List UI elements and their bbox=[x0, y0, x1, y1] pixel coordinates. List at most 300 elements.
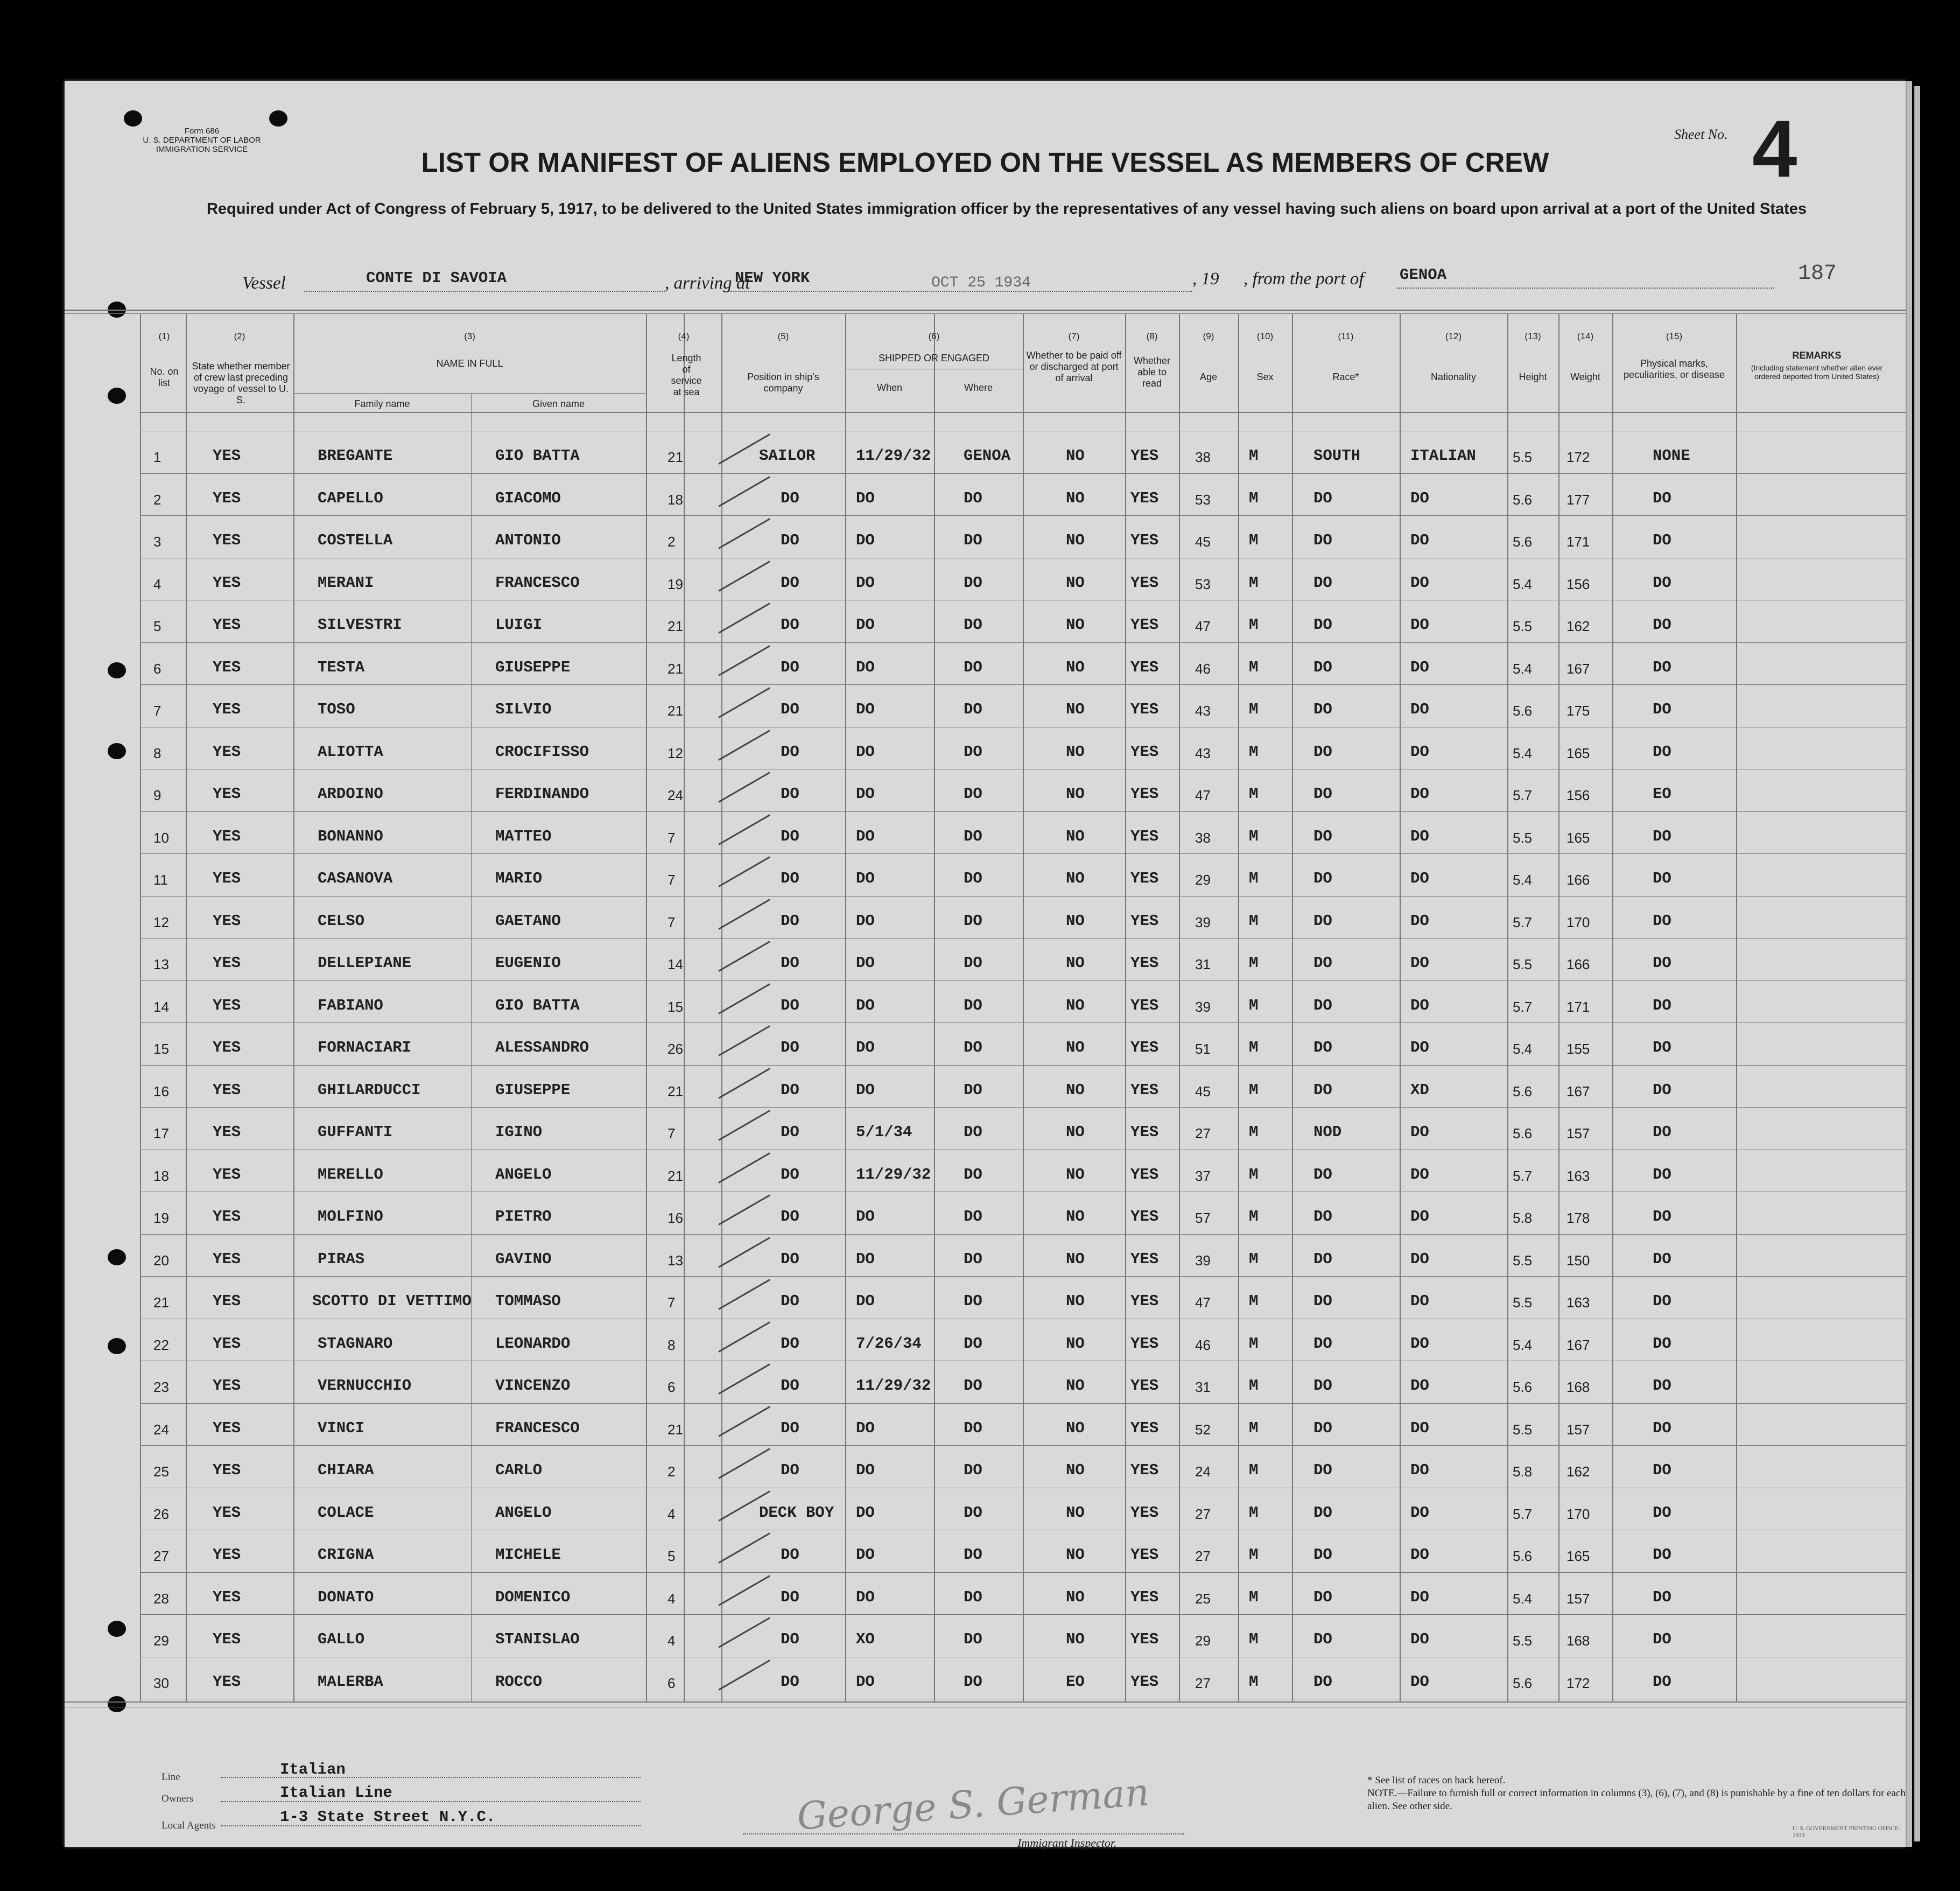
physical-marks-cell: DO bbox=[1653, 658, 1671, 676]
paid-off-cell: NO bbox=[1066, 573, 1085, 592]
weight-cell: 163 bbox=[1566, 1294, 1590, 1311]
previous-voyage-cell: YES bbox=[213, 954, 241, 972]
weight-cell: 167 bbox=[1566, 660, 1590, 677]
race-cell: SOUTH bbox=[1313, 447, 1361, 465]
paid-off-cell: NO bbox=[1066, 489, 1085, 507]
race-cell: DO bbox=[1313, 531, 1332, 549]
previous-voyage-cell: YES bbox=[213, 996, 241, 1014]
previous-voyage-cell: YES bbox=[213, 447, 241, 465]
service-length-cell: 26 bbox=[668, 1041, 683, 1057]
row-number: 12 bbox=[153, 914, 169, 930]
row-number: 26 bbox=[153, 1505, 169, 1522]
col-header-prev-voyage: State whether member of crew last preceding voyage of vessel to U. S. bbox=[192, 361, 290, 405]
paid-off-cell: NO bbox=[1066, 870, 1085, 887]
age-cell: 27 bbox=[1195, 1125, 1211, 1141]
weight-cell: 171 bbox=[1566, 998, 1590, 1015]
table-row bbox=[65, 1081, 1906, 1122]
shipped-where-cell: DO bbox=[964, 870, 982, 887]
service-length-cell: 21 bbox=[668, 1421, 683, 1438]
date-stamp: OCT 25 1934 bbox=[931, 275, 1031, 291]
able-to-read-cell: YES bbox=[1130, 1334, 1159, 1353]
physical-marks-cell: DO bbox=[1653, 489, 1671, 507]
given-name-cell: VINCENZO bbox=[495, 1377, 571, 1395]
service-length-cell: 6 bbox=[668, 1379, 676, 1395]
shipped-where-cell: DO bbox=[964, 1039, 982, 1056]
position-cell: DO bbox=[781, 1546, 799, 1564]
weight-cell: 167 bbox=[1566, 1336, 1590, 1353]
sex-cell: M bbox=[1249, 954, 1259, 972]
position-cell: DO bbox=[781, 1377, 799, 1395]
family-name-cell: VERNUCCHIO bbox=[318, 1377, 412, 1395]
shipped-when-cell: DO bbox=[856, 1546, 875, 1564]
given-name-cell: EUGENIO bbox=[495, 954, 561, 972]
paid-off-cell: NO bbox=[1066, 1503, 1085, 1522]
physical-marks-cell: DO bbox=[1653, 616, 1671, 634]
col-num: (14) bbox=[1577, 331, 1594, 341]
table-row bbox=[65, 1166, 1906, 1207]
paid-off-cell: NO bbox=[1066, 1165, 1085, 1183]
shipped-when-cell: DO bbox=[856, 785, 875, 803]
form-number: Form 686 bbox=[184, 127, 220, 136]
nationality-cell: DO bbox=[1410, 1503, 1429, 1522]
table-row bbox=[65, 1208, 1906, 1249]
col-header-physical-marks: Physical marks, peculiarities, or disease bbox=[1623, 358, 1725, 380]
table-row bbox=[65, 743, 1906, 784]
table-row bbox=[65, 701, 1906, 741]
agents-value: 1-3 State Street N.Y.C. bbox=[280, 1808, 496, 1826]
shipped-when-cell: DO bbox=[856, 1672, 875, 1691]
position-cell: DO bbox=[781, 658, 799, 676]
physical-marks-cell: NONE bbox=[1653, 447, 1690, 465]
shipped-where-cell: DO bbox=[964, 1503, 982, 1522]
age-cell: 27 bbox=[1195, 1675, 1211, 1691]
able-to-read-cell: YES bbox=[1130, 489, 1159, 507]
age-cell: 47 bbox=[1195, 1294, 1211, 1311]
paid-off-cell: NO bbox=[1066, 658, 1085, 676]
previous-voyage-cell: YES bbox=[213, 1039, 241, 1056]
height-cell: 5.7 bbox=[1513, 1167, 1533, 1184]
col-num: (8) bbox=[1146, 331, 1158, 341]
position-cell: DO bbox=[781, 1630, 799, 1648]
previous-voyage-cell: YES bbox=[213, 1546, 241, 1564]
paid-off-cell: NO bbox=[1066, 827, 1085, 845]
height-cell: 5.6 bbox=[1513, 534, 1533, 550]
given-name-cell: LUIGI bbox=[495, 616, 543, 634]
shipped-when-cell: DO bbox=[856, 1208, 875, 1225]
col-num: (4) bbox=[678, 331, 690, 341]
previous-voyage-cell: YES bbox=[213, 1250, 241, 1268]
physical-marks-cell: DO bbox=[1653, 701, 1671, 718]
position-cell: DO bbox=[781, 954, 799, 972]
position-cell: DO bbox=[781, 701, 799, 718]
age-cell: 51 bbox=[1195, 1041, 1211, 1057]
age-cell: 53 bbox=[1195, 491, 1211, 508]
shipped-when-cell: DO bbox=[856, 531, 875, 549]
weight-cell: 155 bbox=[1566, 1041, 1590, 1057]
row-number: 8 bbox=[153, 745, 161, 761]
previous-voyage-cell: YES bbox=[213, 1377, 241, 1395]
race-cell: DO bbox=[1313, 1672, 1332, 1691]
nationality-cell: DO bbox=[1410, 743, 1429, 761]
family-name-cell: PIRAS bbox=[318, 1250, 365, 1268]
shipped-when-cell: 5/1/34 bbox=[856, 1123, 912, 1141]
paid-off-cell: NO bbox=[1066, 1334, 1085, 1353]
previous-voyage-cell: YES bbox=[213, 1588, 241, 1606]
position-cell: DO bbox=[781, 1588, 799, 1606]
paid-off-cell: NO bbox=[1066, 912, 1085, 930]
sex-cell: M bbox=[1249, 701, 1259, 718]
given-name-cell: GIACOMO bbox=[495, 489, 561, 507]
previous-voyage-cell: YES bbox=[213, 616, 241, 634]
sex-cell: M bbox=[1249, 531, 1259, 549]
previous-voyage-cell: YES bbox=[213, 573, 241, 592]
punch-hole bbox=[269, 110, 287, 127]
shipped-where-cell: DO bbox=[964, 1250, 982, 1268]
position-cell: DO bbox=[781, 827, 799, 845]
service: IMMIGRATION SERVICE bbox=[156, 145, 248, 154]
nationality-cell: DO bbox=[1410, 1165, 1429, 1183]
paid-off-cell: NO bbox=[1066, 1588, 1085, 1606]
col-num: (13) bbox=[1525, 331, 1541, 341]
row-number: 17 bbox=[153, 1125, 169, 1141]
height-cell: 5.6 bbox=[1513, 703, 1533, 719]
race-cell: DO bbox=[1313, 743, 1332, 761]
sex-cell: M bbox=[1249, 489, 1259, 507]
able-to-read-cell: YES bbox=[1130, 996, 1159, 1014]
sex-cell: M bbox=[1249, 1503, 1259, 1522]
sex-cell: M bbox=[1249, 1165, 1259, 1183]
previous-voyage-cell: YES bbox=[213, 1081, 241, 1099]
row-number: 22 bbox=[153, 1336, 169, 1353]
weight-cell: 172 bbox=[1566, 449, 1590, 465]
age-cell: 45 bbox=[1195, 534, 1211, 550]
sex-cell: M bbox=[1249, 447, 1259, 465]
col-header-position: Position in ship's company bbox=[747, 372, 819, 394]
sex-cell: M bbox=[1249, 785, 1259, 803]
table-row bbox=[65, 1419, 1906, 1460]
height-cell: 5.4 bbox=[1513, 872, 1533, 888]
able-to-read-cell: YES bbox=[1130, 1123, 1159, 1141]
row-number: 2 bbox=[153, 491, 161, 508]
given-name-cell: ANGELO bbox=[495, 1503, 552, 1522]
arrival-port: NEW YORK bbox=[735, 269, 810, 287]
shipped-where-cell: DO bbox=[964, 1334, 982, 1353]
position-cell: DO bbox=[781, 1081, 799, 1099]
footnotes bbox=[1367, 1774, 1916, 1813]
position-cell: DO bbox=[781, 1334, 799, 1353]
previous-voyage-cell: YES bbox=[213, 658, 241, 676]
col-num: (6) bbox=[928, 331, 940, 341]
nationality-cell: DO bbox=[1410, 1292, 1429, 1310]
sex-cell: M bbox=[1249, 1292, 1259, 1310]
owners-value: Italian Line bbox=[280, 1784, 392, 1802]
age-cell: 43 bbox=[1195, 745, 1211, 761]
shipped-when-cell: DO bbox=[856, 616, 875, 634]
previous-voyage-cell: YES bbox=[213, 531, 241, 549]
row-number: 7 bbox=[153, 703, 161, 719]
nationality-cell: DO bbox=[1410, 531, 1429, 549]
table-row bbox=[65, 1630, 1906, 1671]
service-length-cell: 7 bbox=[668, 914, 676, 930]
physical-marks-cell: DO bbox=[1653, 1419, 1671, 1437]
height-cell: 5.6 bbox=[1513, 1675, 1533, 1691]
age-cell: 25 bbox=[1195, 1590, 1211, 1607]
family-name-cell: FABIANO bbox=[318, 996, 383, 1014]
row-number: 23 bbox=[153, 1379, 169, 1395]
age-cell: 38 bbox=[1195, 829, 1211, 846]
physical-marks-cell: DO bbox=[1653, 743, 1671, 761]
able-to-read-cell: YES bbox=[1130, 1292, 1159, 1310]
previous-voyage-cell: YES bbox=[213, 1503, 241, 1522]
service-length-cell: 7 bbox=[668, 1294, 676, 1311]
shipped-where-cell: DO bbox=[964, 489, 982, 507]
able-to-read-cell: YES bbox=[1130, 1546, 1159, 1564]
race-cell: DO bbox=[1313, 1588, 1332, 1606]
page-title: LIST OR MANIFEST OF ALIENS EMPLOYED ON THE VESSEL AS MEMBERS OF CREW bbox=[421, 147, 1549, 178]
height-cell: 5.5 bbox=[1513, 1633, 1533, 1649]
age-cell: 38 bbox=[1195, 449, 1211, 465]
paid-off-cell: NO bbox=[1066, 1630, 1085, 1648]
age-cell: 24 bbox=[1195, 1463, 1211, 1480]
position-cell: DO bbox=[781, 531, 799, 549]
line-value: Italian bbox=[280, 1761, 346, 1778]
height-cell: 5.7 bbox=[1513, 914, 1533, 930]
given-name-cell: ALESSANDRO bbox=[495, 1039, 589, 1056]
family-name-cell: ARDOINO bbox=[318, 785, 383, 803]
race-cell: DO bbox=[1313, 1081, 1332, 1099]
sex-cell: M bbox=[1249, 827, 1259, 845]
family-name-cell: CELSO bbox=[318, 912, 365, 930]
physical-marks-cell: DO bbox=[1653, 1546, 1671, 1564]
shipped-when-cell: 11/29/32 bbox=[856, 1165, 931, 1183]
race-cell: DO bbox=[1313, 1503, 1332, 1522]
nationality-cell: DO bbox=[1410, 573, 1429, 592]
height-cell: 5.4 bbox=[1513, 660, 1533, 677]
shipped-when-cell: DO bbox=[856, 489, 875, 507]
given-name-cell: GIUSEPPE bbox=[495, 658, 571, 676]
given-name-cell: GIUSEPPE bbox=[495, 1081, 571, 1099]
position-cell: SAILOR bbox=[759, 447, 816, 465]
weight-cell: 162 bbox=[1566, 618, 1590, 634]
race-cell: DO bbox=[1313, 658, 1332, 676]
vessel-name: CONTE DI SAVOIA bbox=[366, 269, 507, 287]
height-cell: 5.4 bbox=[1513, 1041, 1533, 1057]
able-to-read-cell: YES bbox=[1130, 743, 1159, 761]
previous-voyage-cell: YES bbox=[213, 870, 241, 887]
sex-cell: M bbox=[1249, 1672, 1259, 1691]
able-to-read-cell: YES bbox=[1130, 1377, 1159, 1395]
service-length-cell: 21 bbox=[668, 703, 683, 719]
family-name-cell: COLACE bbox=[318, 1503, 374, 1522]
service-length-cell: 7 bbox=[668, 829, 676, 846]
able-to-read-cell: YES bbox=[1130, 1461, 1159, 1479]
col-header-nationality: Nationality bbox=[1430, 372, 1477, 382]
sex-cell: M bbox=[1249, 912, 1259, 930]
row-number: 9 bbox=[153, 787, 161, 803]
family-name-cell: MALERBA bbox=[318, 1672, 383, 1691]
height-cell: 5.5 bbox=[1513, 1421, 1533, 1438]
row-number: 6 bbox=[153, 660, 161, 677]
weight-cell: 177 bbox=[1566, 491, 1590, 508]
shipped-when-cell: DO bbox=[856, 1419, 875, 1437]
shipped-where-cell: DO bbox=[964, 573, 982, 592]
table-row bbox=[65, 997, 1906, 1038]
age-cell: 57 bbox=[1195, 1210, 1211, 1226]
race-cell: DO bbox=[1313, 489, 1332, 507]
shipped-where-cell: DO bbox=[964, 1165, 982, 1183]
paid-off-cell: NO bbox=[1066, 1039, 1085, 1056]
sex-cell: M bbox=[1249, 1334, 1259, 1353]
position-cell: DO bbox=[781, 1250, 799, 1268]
table-row bbox=[65, 870, 1906, 911]
service-length-cell: 19 bbox=[668, 576, 683, 592]
race-cell: DO bbox=[1313, 912, 1332, 930]
weight-cell: 175 bbox=[1566, 703, 1590, 719]
previous-voyage-cell: YES bbox=[213, 1334, 241, 1353]
col-header-number: No. on list bbox=[150, 366, 179, 388]
position-cell: DO bbox=[781, 573, 799, 592]
family-name-cell: SILVESTRI bbox=[318, 616, 402, 634]
service-length-cell: 12 bbox=[668, 745, 683, 761]
nationality-cell: XD bbox=[1410, 1081, 1429, 1099]
table-row bbox=[65, 1377, 1906, 1418]
weight-cell: 156 bbox=[1566, 787, 1590, 803]
col-header-paid-off: Whether to be paid off or discharged at port of arrival bbox=[1026, 350, 1122, 383]
age-cell: 29 bbox=[1195, 872, 1211, 888]
paid-off-cell: NO bbox=[1066, 1419, 1085, 1437]
paid-off-cell: NO bbox=[1066, 1250, 1085, 1268]
position-cell: DECK BOY bbox=[759, 1503, 834, 1522]
col-num: (3) bbox=[464, 331, 475, 341]
table-row bbox=[65, 912, 1906, 953]
physical-marks-cell: DO bbox=[1653, 1503, 1671, 1522]
from-label: , from the port of bbox=[1244, 269, 1364, 289]
shipped-where-cell: DO bbox=[964, 1081, 982, 1099]
col-num: (12) bbox=[1445, 331, 1462, 341]
shipped-when-cell: 11/29/32 bbox=[856, 447, 931, 465]
service-length-cell: 24 bbox=[668, 787, 683, 803]
col-header-remarks-note: (Including statement whether alien ever ordered deported from United States) bbox=[1751, 363, 1883, 381]
physical-marks-cell: DO bbox=[1653, 870, 1671, 887]
family-name-cell: CAPELLO bbox=[318, 489, 383, 507]
family-name-cell: DONATO bbox=[318, 1588, 374, 1606]
shipped-when-cell: DO bbox=[856, 573, 875, 592]
nationality-cell: DO bbox=[1410, 1250, 1429, 1268]
table-row bbox=[65, 1123, 1906, 1164]
family-name-cell: BONANNO bbox=[318, 827, 383, 845]
race-cell: DO bbox=[1313, 954, 1332, 972]
shipped-where-cell: DO bbox=[964, 531, 982, 549]
col-header-race: Race* bbox=[1332, 372, 1359, 382]
row-number: 10 bbox=[153, 829, 169, 846]
table-row bbox=[65, 574, 1906, 615]
row-number: 30 bbox=[153, 1675, 169, 1691]
row-number: 14 bbox=[153, 998, 169, 1015]
shipped-when-cell: DO bbox=[856, 996, 875, 1014]
given-name-cell: DOMENICO bbox=[495, 1588, 571, 1606]
nationality-cell: DO bbox=[1410, 1039, 1429, 1056]
height-cell: 5.5 bbox=[1513, 449, 1533, 465]
able-to-read-cell: YES bbox=[1130, 1208, 1159, 1225]
physical-marks-cell: DO bbox=[1653, 1208, 1671, 1225]
race-cell: DO bbox=[1313, 701, 1332, 718]
shipped-where-cell: DO bbox=[964, 1546, 982, 1564]
height-cell: 5.8 bbox=[1513, 1210, 1533, 1226]
service-length-cell: 21 bbox=[668, 1167, 683, 1184]
height-cell: 5.8 bbox=[1513, 1463, 1533, 1480]
col-header-when: When bbox=[876, 382, 903, 393]
able-to-read-cell: YES bbox=[1130, 827, 1159, 845]
sex-cell: M bbox=[1249, 1588, 1259, 1606]
physical-marks-cell: EO bbox=[1653, 785, 1671, 803]
given-name-cell: GIO BATTA bbox=[495, 996, 580, 1014]
family-name-cell: FORNACIARI bbox=[318, 1039, 412, 1056]
race-cell: DO bbox=[1313, 1208, 1332, 1225]
service-length-cell: 6 bbox=[668, 1675, 676, 1691]
able-to-read-cell: YES bbox=[1130, 573, 1159, 592]
age-cell: 39 bbox=[1195, 1252, 1211, 1269]
sex-cell: M bbox=[1249, 1630, 1259, 1648]
line-label: Line bbox=[161, 1771, 180, 1783]
nationality-cell: DO bbox=[1410, 1461, 1429, 1479]
paid-off-cell: NO bbox=[1066, 531, 1085, 549]
col-header-given-name: Given name bbox=[532, 398, 585, 409]
age-cell: 27 bbox=[1195, 1505, 1211, 1522]
family-name-cell: MERELLO bbox=[318, 1165, 383, 1183]
given-name-cell: PIETRO bbox=[495, 1208, 552, 1225]
nationality-cell: DO bbox=[1410, 701, 1429, 718]
weight-cell: 172 bbox=[1566, 1675, 1590, 1691]
row-number: 18 bbox=[153, 1167, 169, 1184]
given-name-cell: FRANCESCO bbox=[495, 1419, 580, 1437]
paid-off-cell: NO bbox=[1066, 1377, 1085, 1395]
shipped-where-cell: DO bbox=[964, 1461, 982, 1479]
paid-off-cell: NO bbox=[1066, 1461, 1085, 1479]
given-name-cell: ANTONIO bbox=[495, 531, 561, 549]
position-cell: DO bbox=[781, 1461, 799, 1479]
race-cell: DO bbox=[1313, 1630, 1332, 1648]
physical-marks-cell: DO bbox=[1653, 1630, 1671, 1648]
printer-imprint: U. S. GOVERNMENT PRINTING OFFICE: 1933 bbox=[1793, 1825, 1900, 1838]
given-name-cell: ROCCO bbox=[495, 1672, 543, 1691]
table-rule bbox=[293, 393, 646, 394]
previous-voyage-cell: YES bbox=[213, 912, 241, 930]
age-cell: 46 bbox=[1195, 1336, 1211, 1353]
previous-voyage-cell: YES bbox=[213, 1292, 241, 1310]
table-row bbox=[65, 1039, 1906, 1080]
height-cell: 5.5 bbox=[1513, 829, 1533, 846]
table-rule bbox=[65, 313, 1906, 314]
previous-voyage-cell: YES bbox=[213, 489, 241, 507]
shipped-when-cell: DO bbox=[856, 1292, 875, 1310]
table-row bbox=[65, 1546, 1906, 1587]
inspector-label: Immigrant Inspector. bbox=[1017, 1836, 1117, 1850]
service-length-cell: 18 bbox=[668, 491, 683, 508]
table-row bbox=[65, 1461, 1906, 1502]
shipped-when-cell: XO bbox=[856, 1630, 875, 1648]
physical-marks-cell: DO bbox=[1653, 827, 1671, 845]
row-number: 28 bbox=[153, 1590, 169, 1607]
previous-voyage-cell: YES bbox=[213, 701, 241, 718]
service-length-cell: 4 bbox=[668, 1633, 676, 1649]
race-cell: DO bbox=[1313, 1165, 1332, 1183]
agents-label: Local Agents bbox=[161, 1820, 216, 1831]
weight-cell: 170 bbox=[1566, 1505, 1590, 1522]
able-to-read-cell: YES bbox=[1130, 1503, 1159, 1522]
table-row bbox=[65, 531, 1906, 572]
paid-off-cell: NO bbox=[1066, 447, 1085, 465]
position-cell: DO bbox=[781, 1165, 799, 1183]
